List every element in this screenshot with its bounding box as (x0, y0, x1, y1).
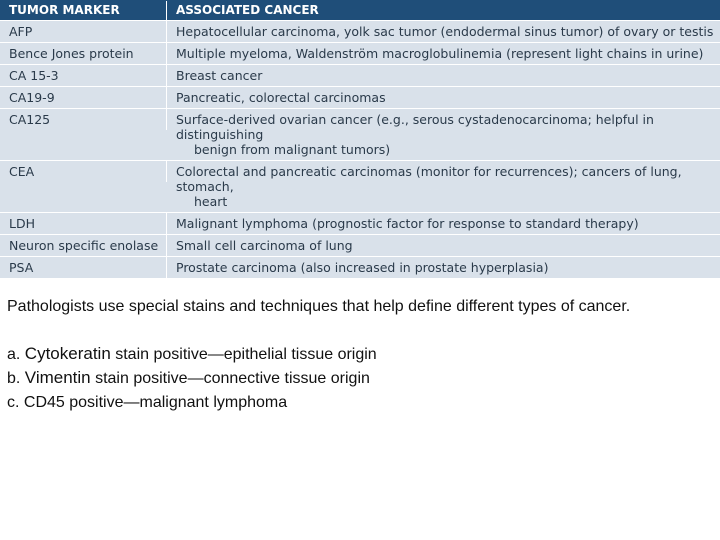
cancer-cell (167, 257, 720, 278)
cancer-text: Prostate carcinoma (also increased in prostate hyperplasia) (176, 260, 549, 275)
cancer-text-continuation: heart (194, 194, 228, 209)
stain-term: Vimentin (24, 368, 91, 387)
stain-term: Cytokeratin (24, 344, 111, 363)
table-row (0, 21, 720, 43)
table-header-row (0, 0, 720, 21)
stains-notes (7, 296, 712, 414)
cancer-text: Colorectal and pancreatic carcinomas (monitor for recurrences); cancers of lung, stomach, (176, 164, 682, 194)
item-text: stain positive—connective tissue origin (90, 370, 370, 387)
item-text: CD45 positive—malignant lymphoma (23, 394, 288, 411)
cancer-text: Small cell carcinoma of lung (176, 238, 353, 253)
stain-list (7, 342, 712, 414)
table-row (0, 213, 720, 235)
marker-cell: Bence Jones protein (0, 43, 167, 64)
list-item (7, 366, 712, 390)
cancer-text: Breast cancer (176, 68, 263, 83)
cancer-text-continuation: benign from malignant tumors) (194, 142, 391, 157)
table-row (0, 235, 720, 257)
cancer-text: Multiple myeloma, Waldenström macroglobulinemia (represent light chains in urine) (176, 46, 704, 61)
column-header-tumor-marker: TUMOR MARKER (0, 1, 167, 20)
marker-cell: CA125 (0, 109, 167, 130)
cancer-cell (167, 109, 720, 160)
table-row (0, 43, 720, 65)
notes-intro: Pathologists use special stains and techniques that help define different types of cancer. (7, 298, 631, 315)
table-row (0, 161, 720, 213)
cancer-text: Pancreatic, colorectal carcinomas (176, 90, 386, 105)
cancer-cell (167, 213, 720, 234)
cancer-text: Malignant lymphoma (prognostic factor for response to standard therapy) (176, 216, 639, 231)
item-text: stain positive—epithelial tissue origin (110, 346, 377, 363)
marker-cell: Neuron specific enolase (0, 235, 167, 256)
cancer-cell (167, 161, 720, 212)
cancer-cell (167, 21, 720, 42)
cancer-cell (167, 235, 720, 256)
column-header-associated-cancer: ASSOCIATED CANCER (176, 2, 319, 17)
item-prefix: c. (7, 394, 24, 411)
table-row (0, 65, 720, 87)
marker-cell: LDH (0, 213, 167, 234)
list-item (7, 390, 712, 414)
table-row (0, 257, 720, 278)
marker-cell: PSA (0, 257, 167, 278)
marker-cell: CA 15-3 (0, 65, 167, 86)
item-prefix: a. (7, 346, 25, 363)
item-prefix: b. (7, 370, 25, 387)
list-item (7, 342, 712, 366)
table-row (0, 87, 720, 109)
cancer-text: Hepatocellular carcinoma, yolk sac tumor (endodermal sinus tumor) of ovary or testis (176, 24, 714, 39)
cancer-cell (167, 43, 720, 64)
cancer-text: Surface-derived ovarian cancer (e.g., serous cystadenocarcinoma; helpful in distinguishing (176, 112, 654, 142)
marker-cell: CA19-9 (0, 87, 167, 108)
table-row (0, 109, 720, 161)
marker-cell: AFP (0, 21, 167, 42)
marker-cell: CEA (0, 161, 167, 182)
cancer-cell (167, 87, 720, 108)
cancer-cell (167, 65, 720, 86)
